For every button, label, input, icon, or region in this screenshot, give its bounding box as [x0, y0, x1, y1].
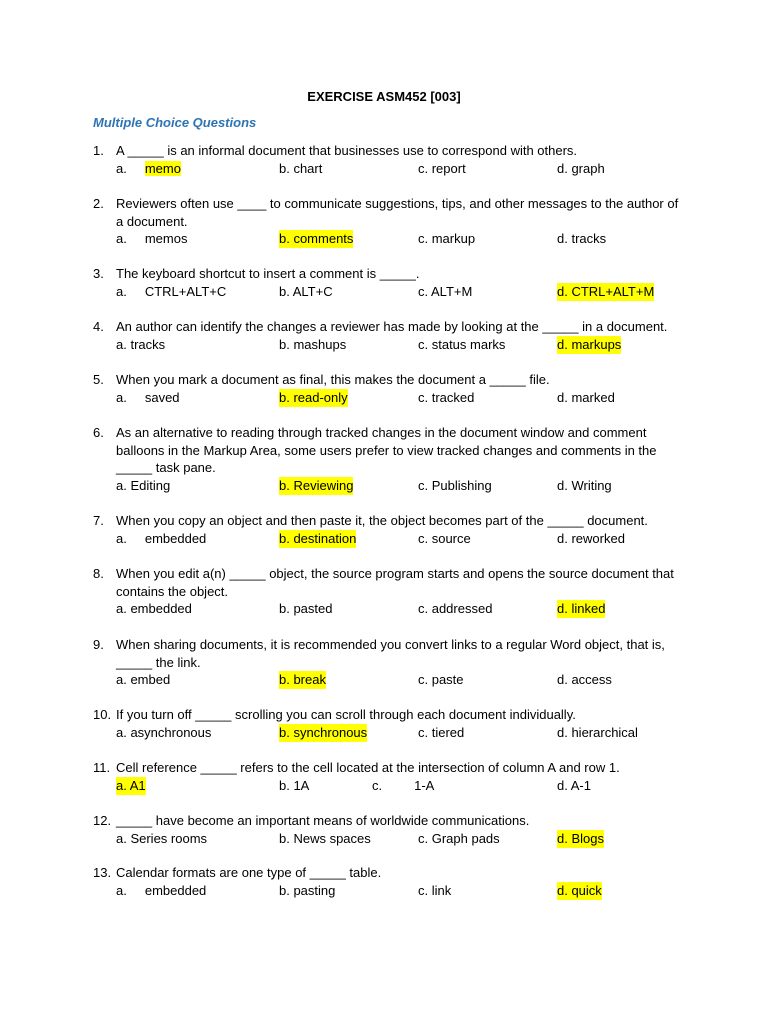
option-d: d. hierarchical: [557, 725, 638, 740]
options-row: [0, 336, 768, 354]
option-d: d. graph: [557, 161, 605, 176]
option-b: b. destination: [279, 531, 357, 546]
option-a: [116, 882, 206, 900]
question-text: Calendar formats are one type of _____ table.: [116, 865, 382, 880]
option-d: d. linked: [557, 601, 606, 616]
question-number: 7.: [93, 513, 104, 528]
option-c: c. Graph pads: [418, 831, 500, 846]
option-d: d. reworked: [557, 531, 625, 546]
option-d: d. tracks: [557, 231, 607, 246]
option-c: c. tiered: [418, 725, 465, 740]
question-number: 12.: [93, 813, 112, 828]
option-b: b. pasted: [279, 601, 333, 616]
option-a: a. Series rooms: [116, 831, 208, 846]
option-b: b. News spaces: [279, 831, 371, 846]
options-row: [0, 724, 768, 742]
option-text: 1-A: [414, 778, 435, 793]
question-number: 13.: [93, 865, 112, 880]
option-a: [116, 230, 187, 248]
question-text: As an alternative to reading through tracked changes in the document window and comment balloons in the Markup Area, some users prefer to view tracked changes and comments in the _____ task pane.: [116, 425, 657, 475]
option-b: b. mashups: [279, 337, 347, 352]
options-row: [0, 230, 768, 248]
question-number: 2.: [93, 196, 104, 211]
question-text: _____ have become an important means of worldwide communications.: [116, 813, 530, 828]
option-text: embedded: [144, 883, 207, 898]
question-number: 3.: [93, 266, 104, 281]
option-text: embedded: [144, 531, 207, 546]
option-b: b. comments: [279, 231, 354, 246]
option-c: c. link: [418, 883, 452, 898]
option-text: saved: [144, 390, 180, 405]
question-text: When you mark a document as final, this makes the document a _____ file.: [116, 372, 550, 387]
option-b: b. chart: [279, 161, 323, 176]
option-d: d. Blogs: [557, 831, 604, 846]
option-a: a. asynchronous: [116, 725, 212, 740]
options-row: [0, 160, 768, 178]
question-number: 11.: [93, 760, 111, 775]
option-text: memo: [144, 161, 181, 176]
option-text: CTRL+ALT+C: [144, 284, 227, 299]
option-d: d. A-1: [557, 778, 591, 793]
option-d: d. quick: [557, 883, 602, 898]
option-a: a. Editing: [116, 478, 171, 493]
option-letter: a.: [116, 284, 127, 299]
option-c: c. addressed: [418, 601, 493, 616]
option-d: d. CTRL+ALT+M: [557, 284, 655, 299]
document-title: EXERCISE ASM452 [003]: [307, 89, 461, 104]
option-a: a. tracks: [116, 337, 166, 352]
option-b: b. break: [279, 672, 326, 687]
question-text: An author can identify the changes a reviewer has made by looking at the _____ in a document.: [116, 319, 668, 334]
option-c: c. status marks: [418, 337, 506, 352]
option-a: a. embed: [116, 672, 171, 687]
option-d: d. access: [557, 672, 612, 687]
options-row: [0, 830, 768, 848]
option-c: [372, 777, 434, 795]
question-text: If you turn off _____ scrolling you can scroll through each document individually.: [116, 707, 576, 722]
question-number: 1.: [93, 143, 104, 158]
option-a: [116, 160, 181, 178]
option-b: b. synchronous: [279, 725, 368, 740]
question-number: 10.: [93, 707, 112, 722]
option-letter: a.: [116, 231, 127, 246]
question-number: 6.: [93, 425, 104, 440]
option-b: b. ALT+C: [279, 284, 333, 299]
option-c: c. paste: [418, 672, 464, 687]
question-number: 5.: [93, 372, 104, 387]
section-heading: Multiple Choice Questions: [93, 115, 257, 130]
option-c: c. tracked: [418, 390, 475, 405]
option-a: [116, 389, 180, 407]
question-text: The keyboard shortcut to insert a comment is _____.: [116, 266, 420, 281]
question-text: Cell reference _____ refers to the cell located at the intersection of column A and row 1.: [116, 760, 620, 775]
option-b: b. 1A: [279, 778, 310, 793]
question-text: When you copy an object and then paste it, the object becomes part of the _____ document.: [116, 513, 648, 528]
options-row: [0, 600, 768, 618]
option-d: d. marked: [557, 390, 615, 405]
option-a: a. A1: [116, 778, 146, 793]
options-row: [0, 283, 768, 301]
option-letter: a.: [116, 161, 127, 176]
option-a: [116, 530, 206, 548]
question-text: Reviewers often use ____ to communicate suggestions, tips, and other messages to the author of a document.: [116, 196, 679, 229]
option-a: a. embedded: [116, 601, 192, 616]
question-text: When sharing documents, it is recommended you convert links to a regular Word object, that is, _____ the link.: [116, 637, 665, 670]
option-b: b. Reviewing: [279, 478, 354, 493]
option-b: b. pasting: [279, 883, 336, 898]
options-row: [0, 671, 768, 689]
options-row: [0, 882, 768, 900]
question-text: A _____ is an informal document that businesses use to correspond with others.: [116, 143, 578, 158]
option-d: d. Writing: [557, 478, 612, 493]
option-c: c. Publishing: [418, 478, 492, 493]
option-b: b. read-only: [279, 390, 348, 405]
option-c: c. ALT+M: [418, 284, 473, 299]
option-letter: a.: [116, 390, 127, 405]
options-row: [0, 530, 768, 548]
option-letter: c.: [372, 778, 383, 793]
question-number: 4.: [93, 319, 104, 334]
option-letter: a.: [116, 531, 127, 546]
option-text: memos: [144, 231, 188, 246]
options-row: [0, 777, 768, 795]
question-number: 8.: [93, 566, 104, 581]
question-text: When you edit a(n) _____ object, the source program starts and opens the source document that contains the object.: [116, 566, 674, 599]
question-number: 9.: [93, 637, 104, 652]
option-c: c. markup: [418, 231, 476, 246]
option-a: [116, 283, 226, 301]
option-d: d. markups: [557, 337, 622, 352]
options-row: [0, 389, 768, 407]
option-c: c. report: [418, 161, 466, 176]
option-letter: a.: [116, 883, 127, 898]
option-c: c. source: [418, 531, 471, 546]
options-row: [0, 477, 768, 495]
